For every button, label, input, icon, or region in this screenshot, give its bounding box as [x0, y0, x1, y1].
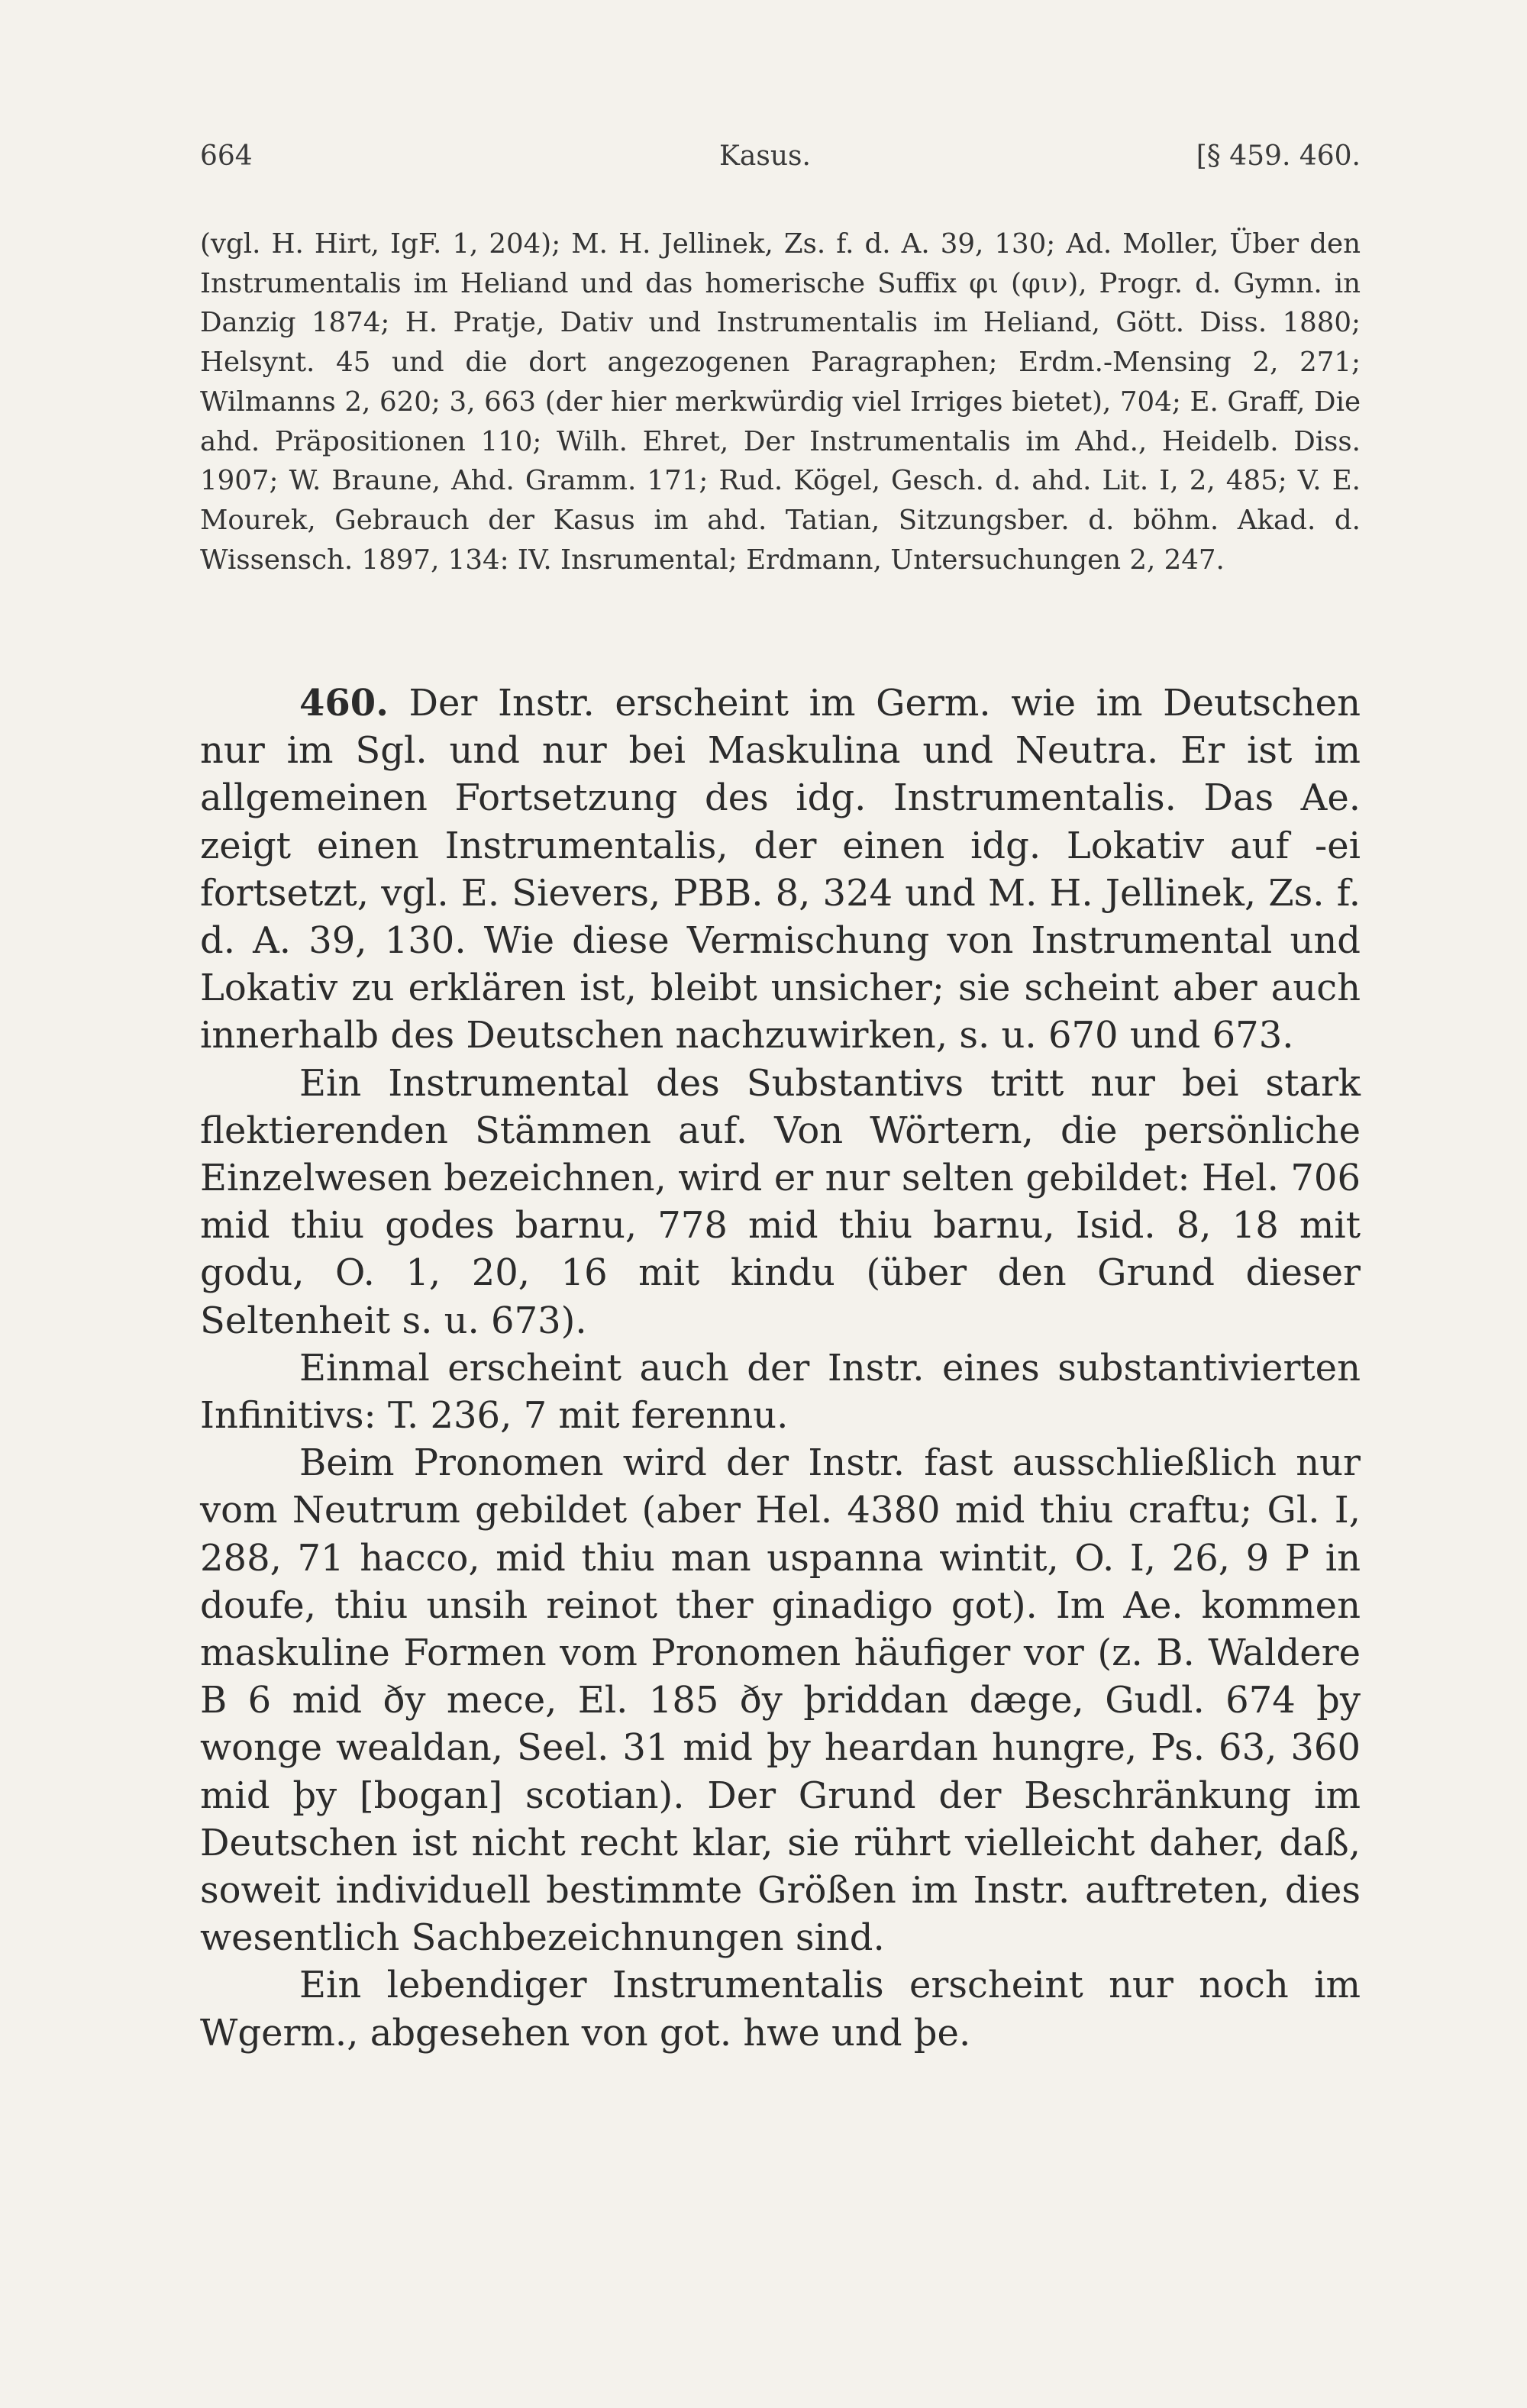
section-range: [§ 459. 460.	[1196, 140, 1361, 172]
paragraph-2: Ein Instrumental des Substantivs tritt nur bei stark flektierenden Stämmen auf. Von Wörtern, die persönliche Einzelwesen bezeichnen, wird er nur selten gebildet: Hel. 706 mid thiu godes barnu, 778 mid thiu barnu, Isid. 8, 18 mit godu, O. 1, 20, 16 mit kindu (über den Grund dieser Seltenheit s. u. 673).	[200, 1061, 1361, 1342]
paragraph-1	[200, 679, 1361, 1060]
bibliography-block	[200, 224, 1361, 579]
paragraph-4: Beim Pronomen wird der Instr. fast ausschließlich nur vom Neutrum gebildet (aber Hel. 4380 mid thiu craftu; Gl. I, 288, 71 hacco, mid thiu man uspanna wintit, O. I, 26, 9 P in doufe, thiu unsih reinot ther ginadigo got). Im Ae. kommen maskuline Formen vom Pronomen häufiger vor (z. B. Waldere B 6 mid ðy mece, El. 185 ðy þriddan dæge, Gudl. 674 þy wonge wealdan, Seel. 31 mid þy heardan hungre, Ps. 63, 360 mid þy [bogan] scotian). Der Grund der Beschränkung im Deutschen ist nicht recht klar, sie rührt vielleicht daher, daß, soweit individuell bestimmte Größen im Instr. auftreten, dies wesentlich Sachbezeichnungen sind.	[200, 1441, 1361, 1960]
running-title: Kasus.	[719, 140, 811, 172]
section-460	[200, 679, 1361, 2057]
page-number: 664	[200, 140, 253, 172]
bibliography-text: (vgl. H. Hirt, IgF. 1, 204); M. H. Jellinek, Zs. f. d. A. 39, 130; Ad. Moller, Über den Instrumentalis im Heliand und das homerische Suffix φι (φιν), Progr. d. Gymn. in Danzig 1874; H. Pratje, Dativ und Instrumentalis im Heliand, Gött. Diss. 1880; Helsynt. 45 und die dort angezogenen Paragraphen; Erdm.-Mensing 2, 271; Wilmanns 2, 620; 3, 663 (der hier merkwürdig viel Irriges bietet), 704; E. Graff, Die ahd. Präpositionen 110; Wilh. Ehret, Der Instrumentalis im Ahd., Heidelb. Diss. 1907; W. Braune, Ahd. Gramm. 171; Rud. Kögel, Gesch. d. ahd. Lit. I, 2, 485; V. E. Mourek, Gebrauch der Kasus im ahd. Tatian, Sitzungsber. d. böhm. Akad. d. Wissensch. 1897, 134: IV. Insrumental; Erdmann, Untersuchungen 2, 247.	[200, 228, 1361, 576]
paragraph-1-text: Der Instr. erscheint im Germ. wie im Deutschen nur im Sgl. und nur bei Maskulina und Neutra. Er ist im allgemeinen Fortsetzung des idg. Instrumentalis. Das Ae. zeigt einen Instrumentalis, der einen idg. Lokativ auf -ei fortsetzt, vgl. E. Sievers, PBB. 8, 324 und M. H. Jellinek, Zs. f. d. A. 39, 130. Wie diese Vermischung von Instrumental und Lokativ zu erklären ist, bleibt unsicher; sie scheint aber auch innerhalb des Deutschen nachzuwirken, s. u. 670 und 673.	[200, 682, 1361, 1057]
paragraph-5: Ein lebendiger Instrumentalis erscheint nur noch im Wgerm., abgesehen von got. hwe und þe.	[200, 1964, 1361, 2055]
section-number: 460.	[299, 682, 389, 725]
running-header	[200, 140, 1361, 186]
paragraph-3: Einmal erscheint auch der Instr. eines substantivierten Infinitivs: T. 236, 7 mit ferennu.	[200, 1346, 1361, 1438]
